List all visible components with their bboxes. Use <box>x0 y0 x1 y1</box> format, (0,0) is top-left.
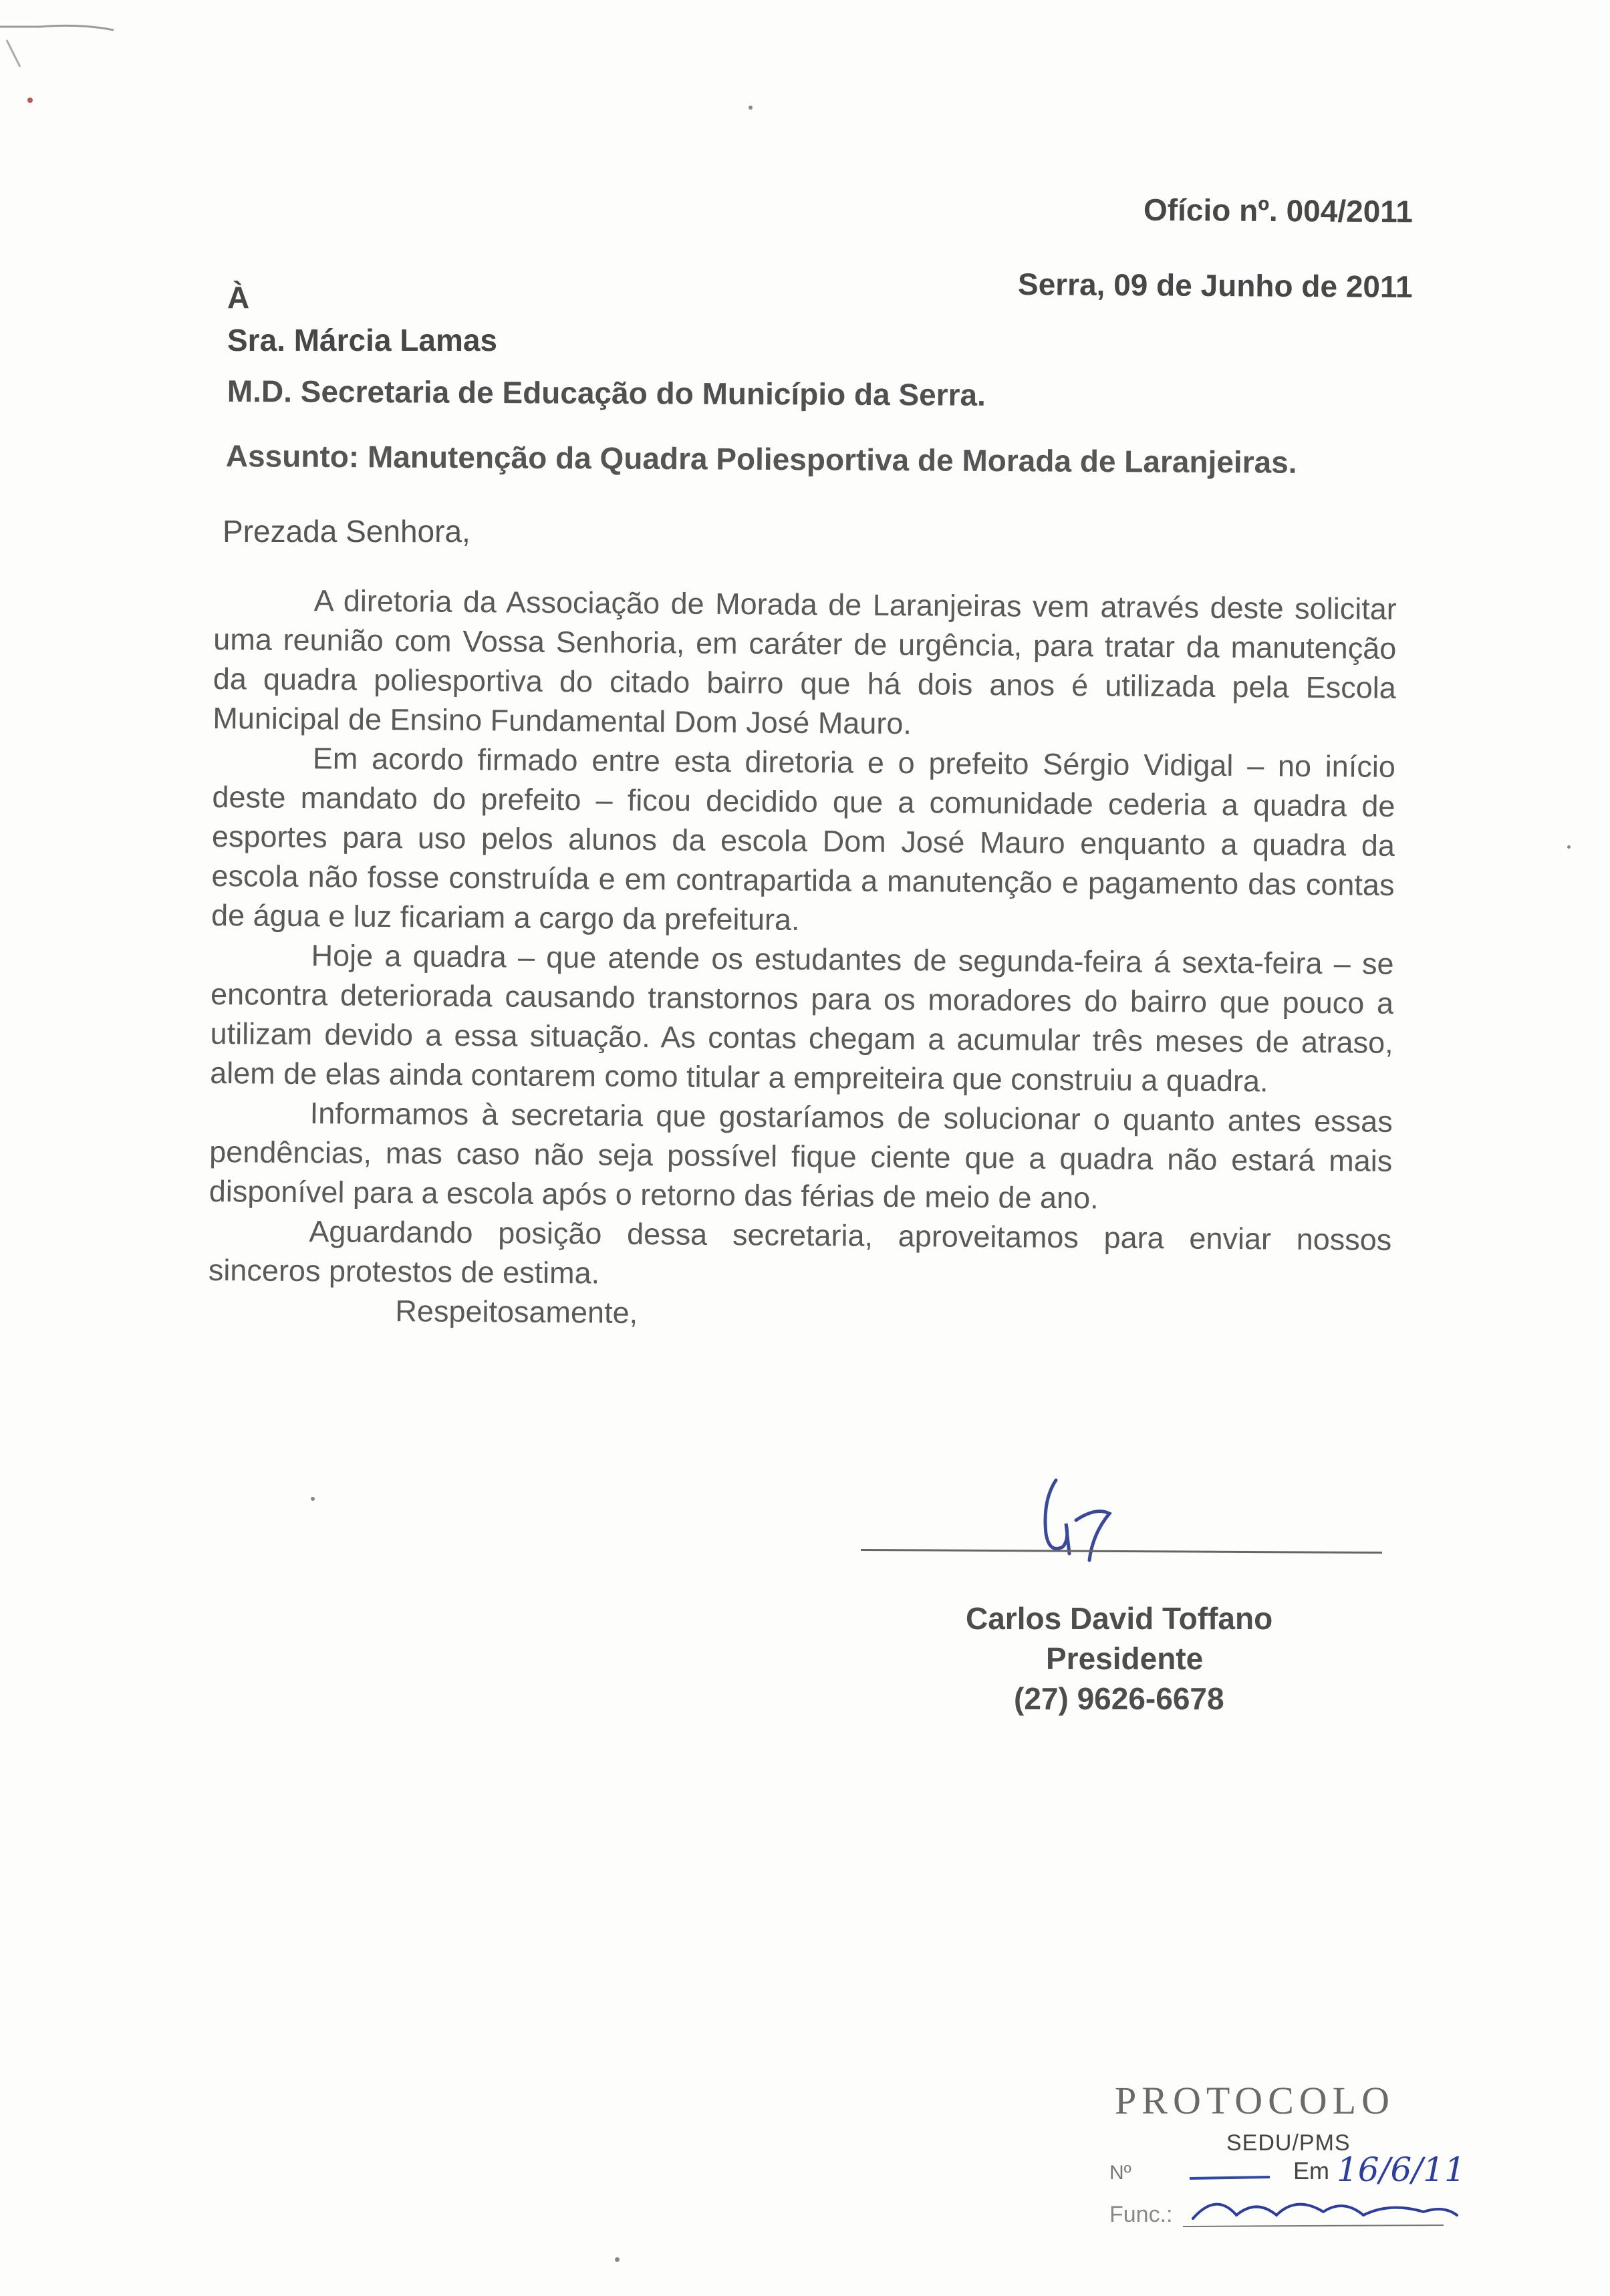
letter-closing: Respeitosamente, <box>395 1294 638 1330</box>
recipient-prefix: À <box>227 280 250 315</box>
scan-speck <box>311 1497 315 1501</box>
recipient-role: M.D. Secretaria de Educação do Município da Serra. <box>227 374 986 412</box>
letter-greeting: Prezada Senhora, <box>223 514 471 549</box>
body-paragraph: Em acordo firmado entre esta diretoria e o prefeito Sérgio Vidigal – no início deste mandato do prefeito – ficou decidido que a comunidade cederia a quadra de esportes para uso pelos alunos da escola Dom José Mauro enquanto a quadra da escola não fosse construída e em contrapartida a manutenção e pagamento das contas de água e luz ficariam a cargo da prefeitura. <box>211 741 1396 937</box>
fold-mark-decoration <box>0 0 134 107</box>
stamp-subtitle: SEDU/PMS <box>1226 2130 1351 2156</box>
letter-subject: Assunto: Manutenção da Quadra Poliesportiva de Morada de Laranjeiras. <box>225 438 1297 480</box>
signer-phone: (27) 9626-6678 <box>1014 1681 1224 1716</box>
body-paragraph: Aguardando posição dessa secretaria, aproveitamos para enviar nossos sinceros protestos de estima. <box>208 1214 1392 1290</box>
stamp-handwriting <box>1109 2078 1484 2232</box>
body-paragraph: Hoje a quadra – que atende os estudantes de segunda-feira á sexta-feira – se encontra deteriorada causando transtornos para os moradores do bairro que pouco a utilizam devido a essa situação. As contas chegam a acumular três meses de atraso, alem de elas ainda contarem como titular a empreiteira que construiu a quadra. <box>210 938 1394 1099</box>
letter-date: Serra, 09 de Junho de 2011 <box>1018 266 1414 305</box>
stamp-title: PROTOCOLO <box>1115 2079 1395 2122</box>
signer-name: Carlos David Toffano <box>966 1601 1273 1636</box>
stamp-number-label: Nº <box>1109 2162 1131 2184</box>
body-paragraph: Informamos à secretaria que gostaríamos de solucionar o quanto antes essas pendências, mas caso não seja possível fique ciente que a quadra não estará mais disponível para a escola após o retorno das férias de meio de ano. <box>209 1096 1393 1215</box>
scan-speck <box>615 2257 620 2262</box>
scan-speck <box>1567 845 1571 849</box>
stamp-date-handwritten: 16/6/11 <box>1337 2150 1466 2189</box>
recipient-name: Sra. Márcia Lamas <box>227 323 498 357</box>
stamp-func-label: Func.: <box>1109 2202 1173 2227</box>
body-paragraph: A diretoria da Associação de Morada de Laranjeiras vem através deste solicitar uma reunião com Vossa Senhoria, em caráter de urgência, para tratar da manutenção da quadra poliesportiva do citado bairro que há dois anos é utilizada pela Escola Municipal de Ensino Fundamental Dom José Mauro. <box>213 583 1397 741</box>
scan-speck <box>749 106 753 110</box>
stamp-date-label: Em <box>1293 2157 1329 2184</box>
protocol-stamp <box>1109 2078 1484 2232</box>
signer-role: Presidente <box>1046 1641 1204 1676</box>
letter-body <box>208 580 1397 1338</box>
oficio-number: Ofício nº. 004/2011 <box>1143 192 1414 229</box>
